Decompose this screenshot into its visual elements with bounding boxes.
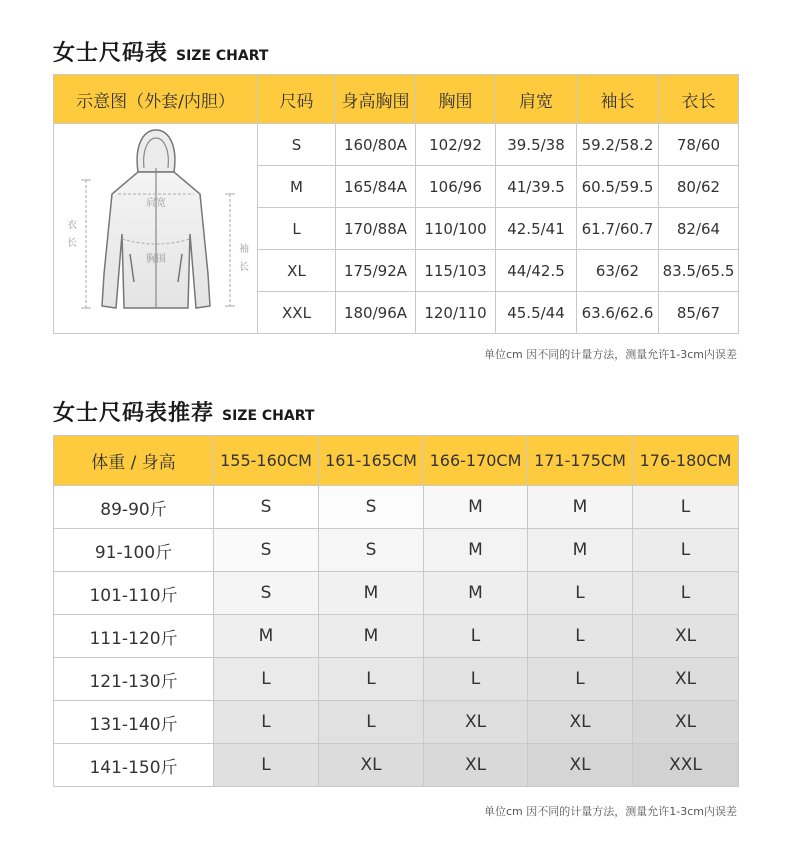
cell-shoulder: 39.5/38 xyxy=(496,124,577,166)
cell-recommended-size: L xyxy=(319,701,424,744)
recommend-header-row xyxy=(54,436,739,486)
recommend-chart-title-cn: 女士尺码表推荐 xyxy=(53,401,215,426)
cell-recommended-size: M xyxy=(528,529,633,572)
label-length-1: 衣 xyxy=(67,220,77,231)
cell-shoulder: 45.5/44 xyxy=(496,292,577,334)
table-row xyxy=(54,615,739,658)
cell-recommended-size: XL xyxy=(528,701,633,744)
measurement-note: 单位cm 因不同的计量方法，测量允许1-3cm内误差 xyxy=(484,348,737,361)
cell-recommended-size: L xyxy=(633,486,739,529)
header-height-range: 171-175CM xyxy=(528,436,633,486)
cell-size: M xyxy=(258,166,336,208)
cell-recommended-size: XL xyxy=(528,744,633,787)
cell-recommended-size: L xyxy=(528,572,633,615)
header-diagram: 示意图（外套/内胆） xyxy=(54,75,258,124)
header-height-range: 166-170CM xyxy=(424,436,528,486)
cell-recommended-size: L xyxy=(633,572,739,615)
cell-height-chest: 180/96A xyxy=(336,292,416,334)
cell-recommended-size: M xyxy=(528,486,633,529)
cell-height-chest: 160/80A xyxy=(336,124,416,166)
label-length-2: 长 xyxy=(67,238,77,249)
jacket-outline-icon xyxy=(54,124,258,333)
cell-chest: 110/100 xyxy=(416,208,496,250)
cell-shoulder: 44/42.5 xyxy=(496,250,577,292)
cell-height-chest: 170/88A xyxy=(336,208,416,250)
cell-sleeve: 59.2/58.2 xyxy=(577,124,659,166)
header-height-chest: 身高胸围 xyxy=(336,75,416,124)
size-chart-table xyxy=(53,74,739,334)
cell-recommended-size: L xyxy=(528,615,633,658)
cell-size: XL xyxy=(258,250,336,292)
cell-recommended-size: L xyxy=(214,744,319,787)
cell-weight: 141-150斤 xyxy=(54,744,214,787)
cell-recommended-size: XL xyxy=(424,701,528,744)
cell-length: 78/60 xyxy=(659,124,739,166)
cell-recommended-size: XL xyxy=(424,744,528,787)
cell-recommended-size: S xyxy=(214,529,319,572)
cell-recommended-size: M xyxy=(424,572,528,615)
cell-sleeve: 63/62 xyxy=(577,250,659,292)
cell-recommended-size: XXL xyxy=(633,744,739,787)
cell-recommended-size: XL xyxy=(319,744,424,787)
cell-recommended-size: XL xyxy=(633,658,739,701)
size-chart-header-row xyxy=(54,75,739,124)
header-height-range: 161-165CM xyxy=(319,436,424,486)
header-weight-height: 体重 / 身高 xyxy=(54,436,214,486)
cell-height-chest: 165/84A xyxy=(336,166,416,208)
cell-weight: 89-90斤 xyxy=(54,486,214,529)
cell-shoulder: 42.5/41 xyxy=(496,208,577,250)
table-row xyxy=(54,572,739,615)
cell-weight: 101-110斤 xyxy=(54,572,214,615)
cell-size: S xyxy=(258,124,336,166)
cell-height-chest: 175/92A xyxy=(336,250,416,292)
cell-sleeve: 61.7/60.7 xyxy=(577,208,659,250)
cell-recommended-size: XL xyxy=(633,615,739,658)
cell-length: 80/62 xyxy=(659,166,739,208)
cell-recommended-size: L xyxy=(424,658,528,701)
cell-recommended-size: S xyxy=(319,529,424,572)
table-row xyxy=(54,124,739,166)
cell-weight: 121-130斤 xyxy=(54,658,214,701)
cell-recommended-size: XL xyxy=(633,701,739,744)
cell-recommended-size: L xyxy=(214,701,319,744)
header-shoulder: 肩宽 xyxy=(496,75,577,124)
size-recommend-table xyxy=(53,435,739,787)
cell-recommended-size: M xyxy=(424,486,528,529)
header-height-range: 155-160CM xyxy=(214,436,319,486)
cell-recommended-size: S xyxy=(319,486,424,529)
label-chest: 胸围 xyxy=(146,254,166,265)
recommend-chart-title xyxy=(53,396,314,427)
header-chest: 胸围 xyxy=(416,75,496,124)
label-shoulder: 肩宽 xyxy=(146,198,166,209)
cell-length: 82/64 xyxy=(659,208,739,250)
cell-sleeve: 60.5/59.5 xyxy=(577,166,659,208)
cell-recommended-size: L xyxy=(319,658,424,701)
cell-recommended-size: L xyxy=(424,615,528,658)
header-length: 衣长 xyxy=(659,75,739,124)
cell-size: L xyxy=(258,208,336,250)
cell-length: 83.5/65.5 xyxy=(659,250,739,292)
table-row xyxy=(54,658,739,701)
cell-weight: 131-140斤 xyxy=(54,701,214,744)
cell-weight: 91-100斤 xyxy=(54,529,214,572)
table-row xyxy=(54,529,739,572)
label-sleeve-2: 长 xyxy=(239,262,249,273)
cell-recommended-size: L xyxy=(633,529,739,572)
cell-recommended-size: M xyxy=(214,615,319,658)
cell-size: XXL xyxy=(258,292,336,334)
table-row xyxy=(54,486,739,529)
cell-recommended-size: S xyxy=(214,572,319,615)
cell-recommended-size: L xyxy=(528,658,633,701)
cell-chest: 102/92 xyxy=(416,124,496,166)
cell-recommended-size: S xyxy=(214,486,319,529)
jacket-diagram xyxy=(54,124,258,334)
cell-recommended-size: M xyxy=(319,615,424,658)
header-size: 尺码 xyxy=(258,75,336,124)
recommend-chart-title-en: SIZE CHART xyxy=(222,408,315,424)
table-row xyxy=(54,744,739,787)
cell-chest: 115/103 xyxy=(416,250,496,292)
cell-recommended-size: M xyxy=(319,572,424,615)
cell-chest: 106/96 xyxy=(416,166,496,208)
cell-recommended-size: L xyxy=(214,658,319,701)
label-sleeve-1: 袖 xyxy=(239,244,249,255)
measurement-note: 单位cm 因不同的计量方法，测量允许1-3cm内误差 xyxy=(484,805,737,818)
cell-weight: 111-120斤 xyxy=(54,615,214,658)
header-height-range: 176-180CM xyxy=(633,436,739,486)
header-sleeve: 袖长 xyxy=(577,75,659,124)
cell-shoulder: 41/39.5 xyxy=(496,166,577,208)
cell-sleeve: 63.6/62.6 xyxy=(577,292,659,334)
cell-recommended-size: M xyxy=(424,529,528,572)
cell-chest: 120/110 xyxy=(416,292,496,334)
size-chart-title xyxy=(53,36,268,67)
cell-length: 85/67 xyxy=(659,292,739,334)
table-row xyxy=(54,701,739,744)
size-chart-title-cn: 女士尺码表 xyxy=(53,41,169,66)
size-chart-title-en: SIZE CHART xyxy=(176,48,269,64)
